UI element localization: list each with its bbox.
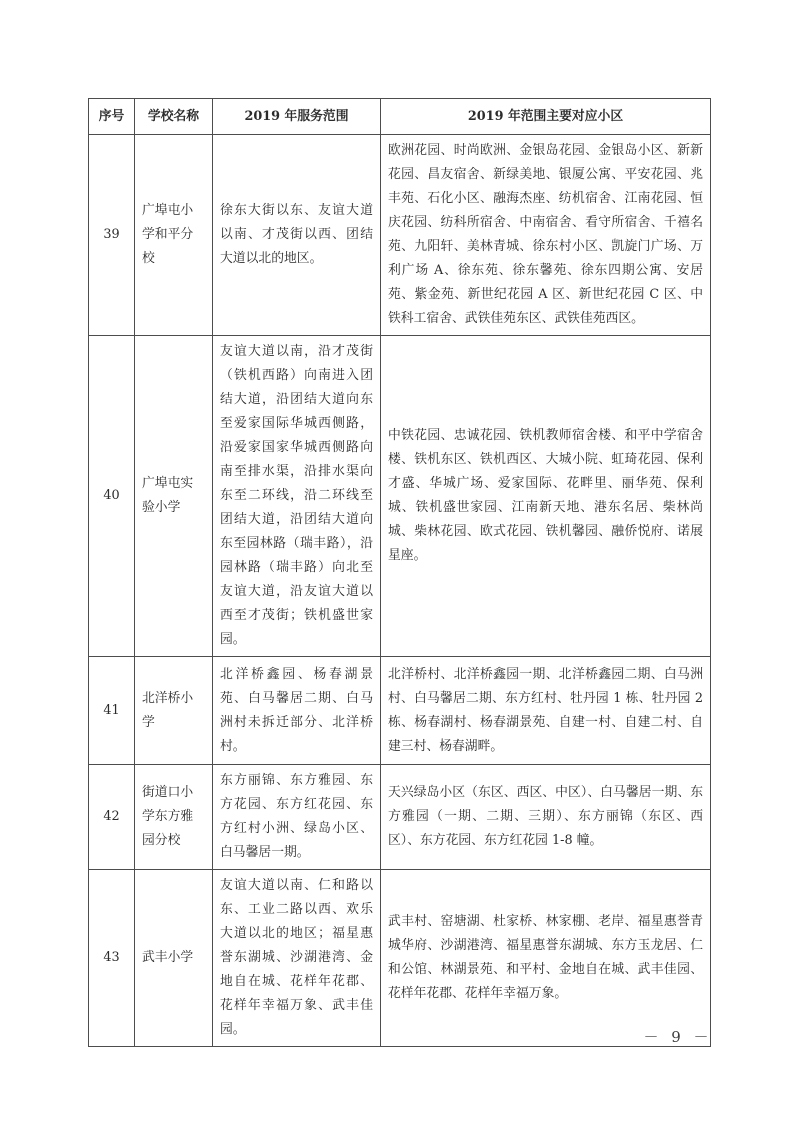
header-service-scope: 2019 年服务范围 <box>213 99 381 135</box>
service-scope-cell: 北洋桥鑫园、杨春湖景苑、白马馨居二期、白马洲村未拆迁部分、北洋桥村。 <box>213 657 381 765</box>
school-name-cell: 武丰小学 <box>135 870 213 1047</box>
header-communities: 2019 年范围主要对应小区 <box>381 99 711 135</box>
school-name-cell: 广埠屯小学和平分校 <box>135 135 213 336</box>
school-service-table <box>88 98 711 1047</box>
service-scope-cell: 友谊大道以南、仁和路以东、工业二路以西、欢乐大道以北的地区；福星惠誉东湖城、沙湖港湾、金地自在城、花样年花郡、花样年幸福万象、武丰佳园。 <box>213 870 381 1047</box>
row-number-cell: 41 <box>89 657 135 765</box>
row-number-cell: 40 <box>89 336 135 657</box>
service-scope-cell: 徐东大街以东、友谊大道以南、才茂街以西、团结大道以北的地区。 <box>213 135 381 336</box>
school-name-cell: 北洋桥小学 <box>135 657 213 765</box>
table-row <box>89 870 711 1047</box>
communities-cell: 欧洲花园、时尚欧洲、金银岛花园、金银岛小区、新新花园、昌友宿舍、新绿美地、银厦公寓、平安花园、兆丰苑、石化小区、融海杰座、纺机宿舍、江南花园、恒庆花园、纺科所宿舍、中南宿舍、看守所宿舍、千禧名苑、九阳轩、美林青城、徐东村小区、凯旋门广场、万利广场 A、徐东苑、徐东馨苑、徐东四期公寓、安居苑、紫金苑、新世纪花园 A 区、新世纪花园 C 区、中铁科工宿舍、武铁佳苑东区、武铁佳苑西区。 <box>381 135 711 336</box>
communities-cell: 武丰村、窑塘湖、杜家桥、林家棚、老岸、福星惠誉青城华府、沙湖港湾、福星惠誉东湖城、东方玉龙居、仁和公馆、林湖景苑、和平村、金地自在城、武丰佳园、花样年花郡、花样年幸福万象。 <box>381 870 711 1047</box>
service-scope-cell: 东方丽锦、东方雅园、东方花园、东方红花园、东方红村小洲、绿岛小区、白马馨居一期。 <box>213 765 381 870</box>
header-school-name: 学校名称 <box>135 99 213 135</box>
header-index: 序号 <box>89 99 135 135</box>
table-header-row <box>89 99 711 135</box>
table-row <box>89 657 711 765</box>
row-number-cell: 42 <box>89 765 135 870</box>
row-number-cell: 39 <box>89 135 135 336</box>
table-row <box>89 765 711 870</box>
school-name-cell: 街道口小学东方雅园分校 <box>135 765 213 870</box>
row-number-cell: 43 <box>89 870 135 1047</box>
table-row <box>89 135 711 336</box>
communities-cell: 天兴绿岛小区（东区、西区、中区）、白马馨居一期、东方雅园（一期、二期、三期）、东方丽锦（东区、西区）、东方花园、东方红花园 1-8 幢。 <box>381 765 711 870</box>
communities-cell: 中铁花园、忠诚花园、铁机教师宿舍楼、和平中学宿舍楼、铁机东区、铁机西区、大城小院、虹琦花园、保利才盛、华城广场、爱家国际、花畔里、丽华苑、保利城、铁机盛世家园、江南新天地、港东名居、柴林尚城、柴林花园、欧式花园、铁机馨园、融侨悦府、诺展星座。 <box>381 336 711 657</box>
table-row <box>89 336 711 657</box>
school-name-cell: 广埠屯实验小学 <box>135 336 213 657</box>
page-number: － 9 － <box>643 1028 713 1046</box>
service-scope-cell: 友谊大道以南，沿才茂街（铁机西路）向南进入团结大道，沿团结大道向东至爱家国际华城西侧路，沿爱家国家华城西侧路向南至排水渠，沿排水渠向东至二环线，沿二环线至团结大道，沿团结大道向东至园林路（瑞丰路），沿园林路（瑞丰路）向北至友谊大道，沿友谊大道以西至才茂街；铁机盛世家园。 <box>213 336 381 657</box>
communities-cell: 北洋桥村、北洋桥鑫园一期、北洋桥鑫园二期、白马洲村、白马馨居二期、东方红村、牡丹园 1 栋、牡丹园 2 栋、杨春湖村、杨春湖景苑、自建一村、自建二村、自建三村、杨春湖畔。 <box>381 657 711 765</box>
